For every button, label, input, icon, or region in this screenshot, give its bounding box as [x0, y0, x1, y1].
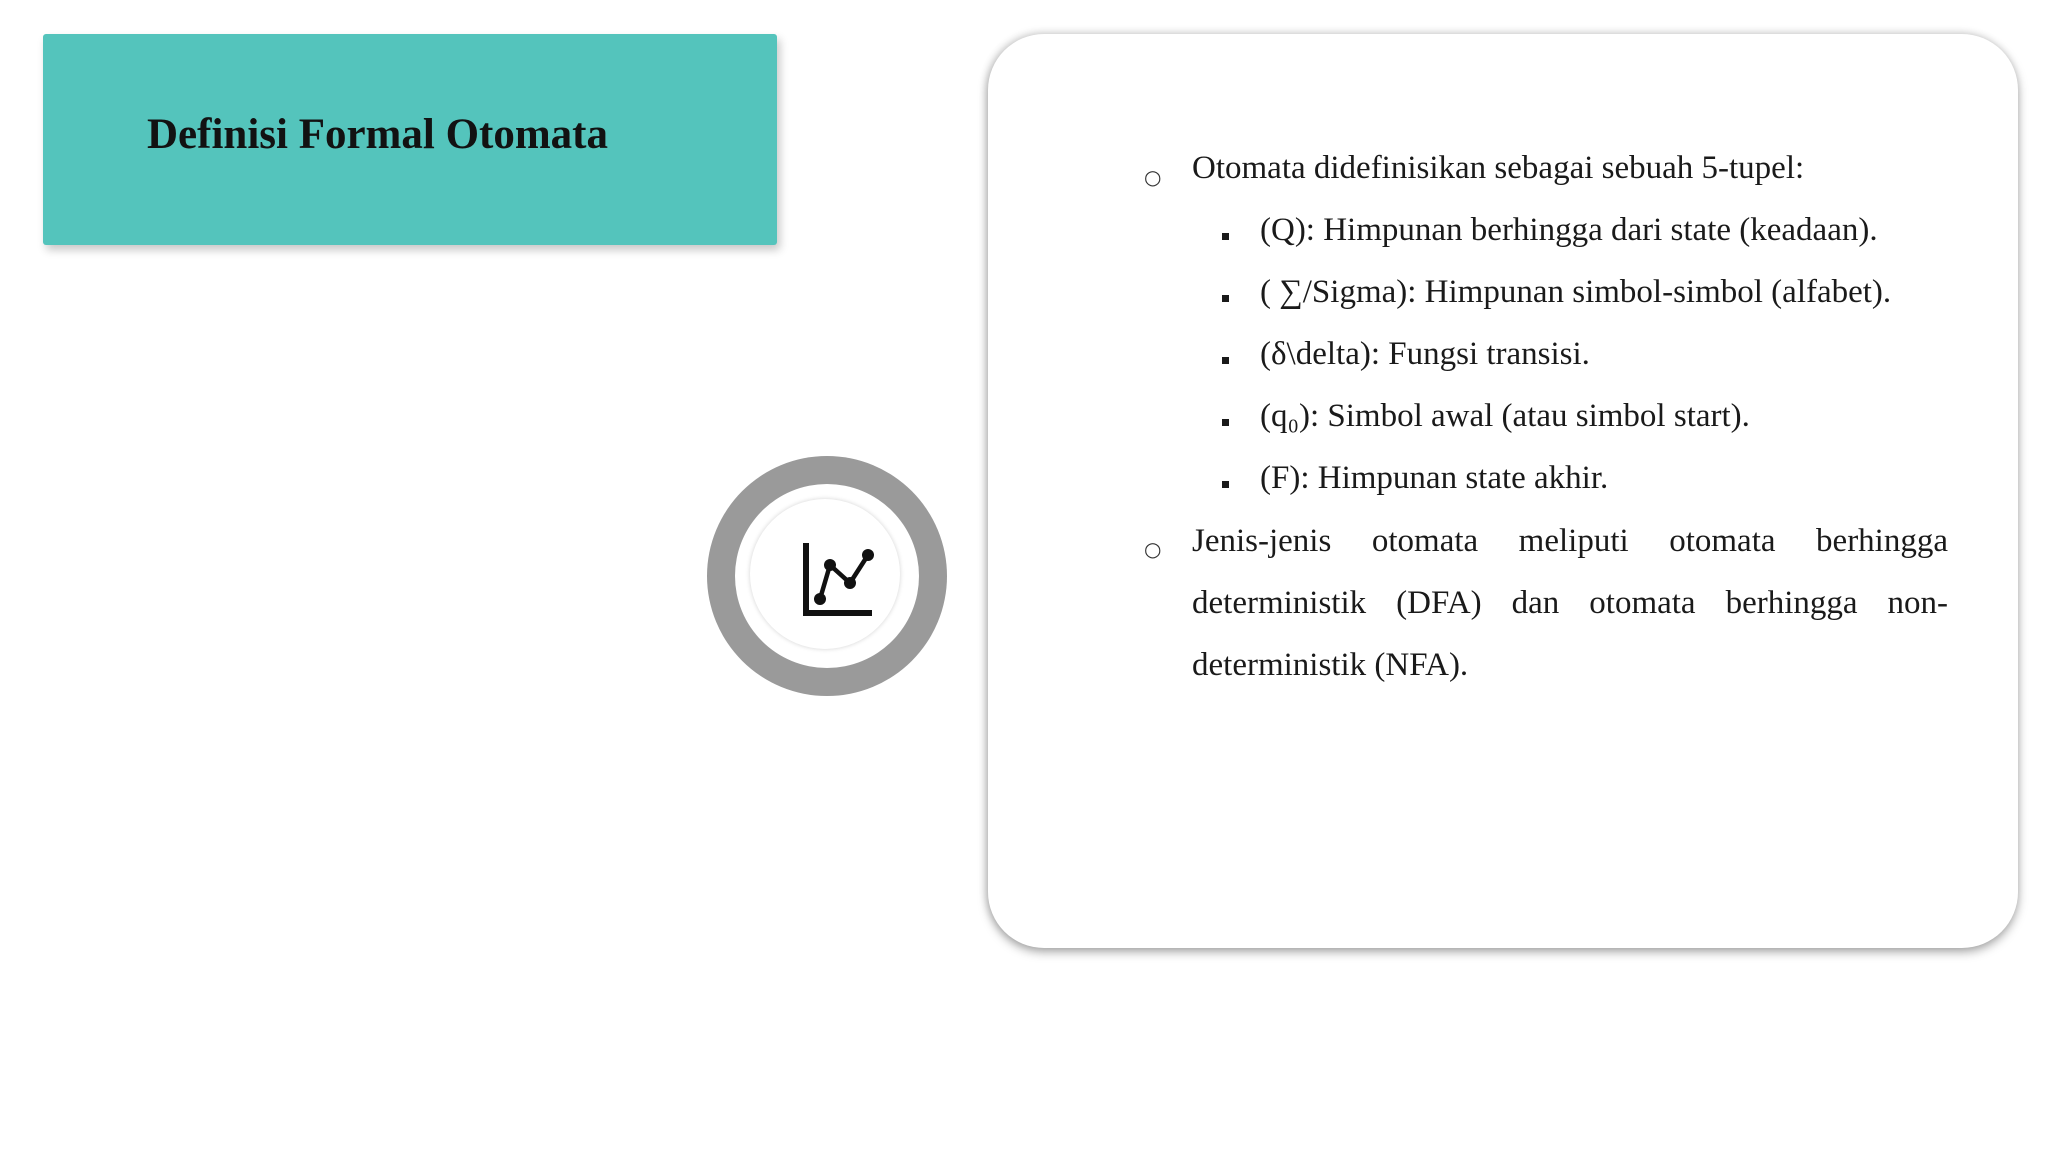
line-chart-icon: [800, 539, 880, 619]
bullet-circle-icon: ○: [1144, 537, 1162, 561]
list-item-definition: Otomata didefinisikan sebagai sebuah 5-tupel:: [1192, 150, 1805, 186]
sub-item-sigma: ( ∑/Sigma): Himpunan simbol-simbol (alfabet).: [1260, 274, 1892, 310]
bullet-square-icon: [1222, 233, 1229, 240]
icon-inner-circle: [735, 484, 919, 668]
slide-title: Definisi Formal Otomata: [147, 111, 608, 158]
content-card: [988, 34, 2018, 948]
bullet-square-icon: [1222, 481, 1229, 488]
sub-item-delta: (δ\delta): Fungsi transisi.: [1260, 336, 1590, 372]
icon-ring: [707, 456, 947, 696]
content-list: [988, 34, 2018, 948]
list-item-types: Jenis-jenis otomata meliputi otomata berhingga deterministik (DFA) dan otomata berhingga non-deterministik (NFA).: [1192, 523, 1948, 683]
bullet-square-icon: [1222, 357, 1229, 364]
bullet-square-icon: [1222, 295, 1229, 302]
icon-inner-ring: [750, 499, 900, 649]
bullet-circle-icon: ○: [1144, 165, 1162, 189]
sub-item-q0: (q₀): Simbol awal (atau simbol start).: [1260, 398, 1750, 434]
bullet-square-icon: [1222, 419, 1229, 426]
sub-item-f: (F): Himpunan state akhir.: [1260, 460, 1609, 496]
title-box: [43, 34, 777, 245]
sub-item-q: (Q): Himpunan berhingga dari state (keadaan).: [1260, 212, 1878, 248]
